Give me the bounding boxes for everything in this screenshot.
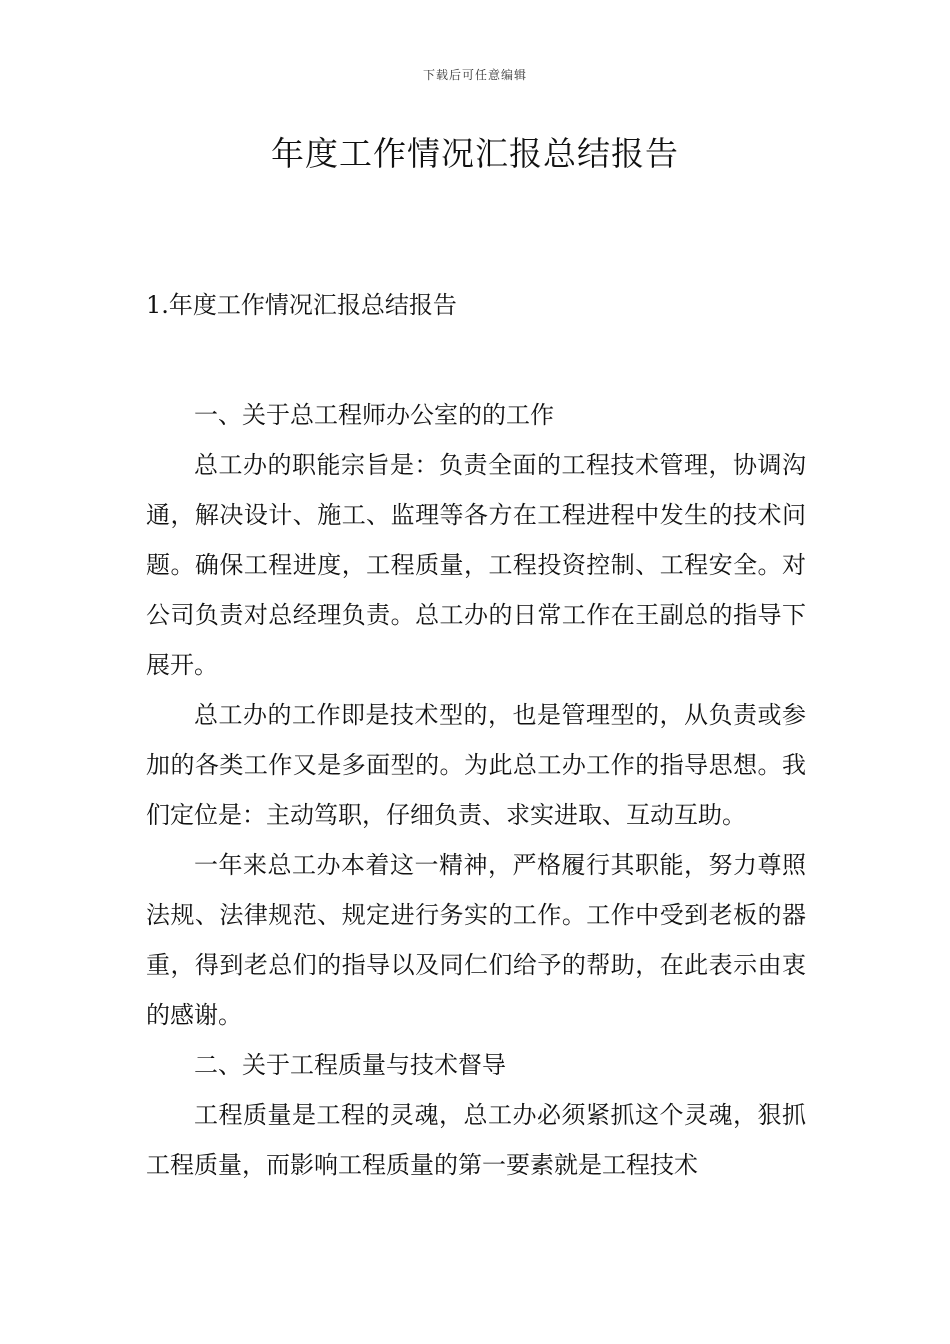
paragraph-1: 总工办的职能宗旨是：负责全面的工程技术管理，协调沟通，解决设计、施工、监理等各方在工程进程中发生的技术问题。确保工程进度，工程质量，工程投资控制、工程安全。对公司负责对总经理负责。总工办的日常工作在王副总的指导下展开。	[146, 451, 806, 679]
paragraph-4: 工程质量是工程的灵魂，总工办必须紧抓这个灵魂，狠抓工程质量，而影响工程质量的第一要素就是工程技术	[146, 1101, 806, 1179]
section-heading-2: 二、关于工程质量与技术督导	[194, 1051, 506, 1079]
document-title: 年度工作情况汇报总结报告	[271, 134, 679, 173]
paragraph-3: 一年来总工办本着这一精神，严格履行其职能，努力尊照法规、法律规范、规定进行务实的工作。工作中受到老板的器重，得到老总们的指导以及同仁们给予的帮助，在此表示由衷的感谢。	[146, 851, 806, 1029]
section-number-heading: 1.年度工作情况汇报总结报告	[146, 291, 457, 319]
header-note: 下载后可任意编辑	[422, 68, 527, 82]
paragraph-2: 总工办的工作即是技术型的，也是管理型的，从负责或参加的各类工作又是多面型的。为此总工办工作的指导思想。我们定位是：主动笃职，仔细负责、求实进取、互动互助。	[146, 701, 806, 829]
spacer	[146, 330, 806, 390]
document-body	[146, 280, 806, 1190]
section-heading-1: 一、关于总工程师办公室的的工作	[194, 401, 554, 429]
